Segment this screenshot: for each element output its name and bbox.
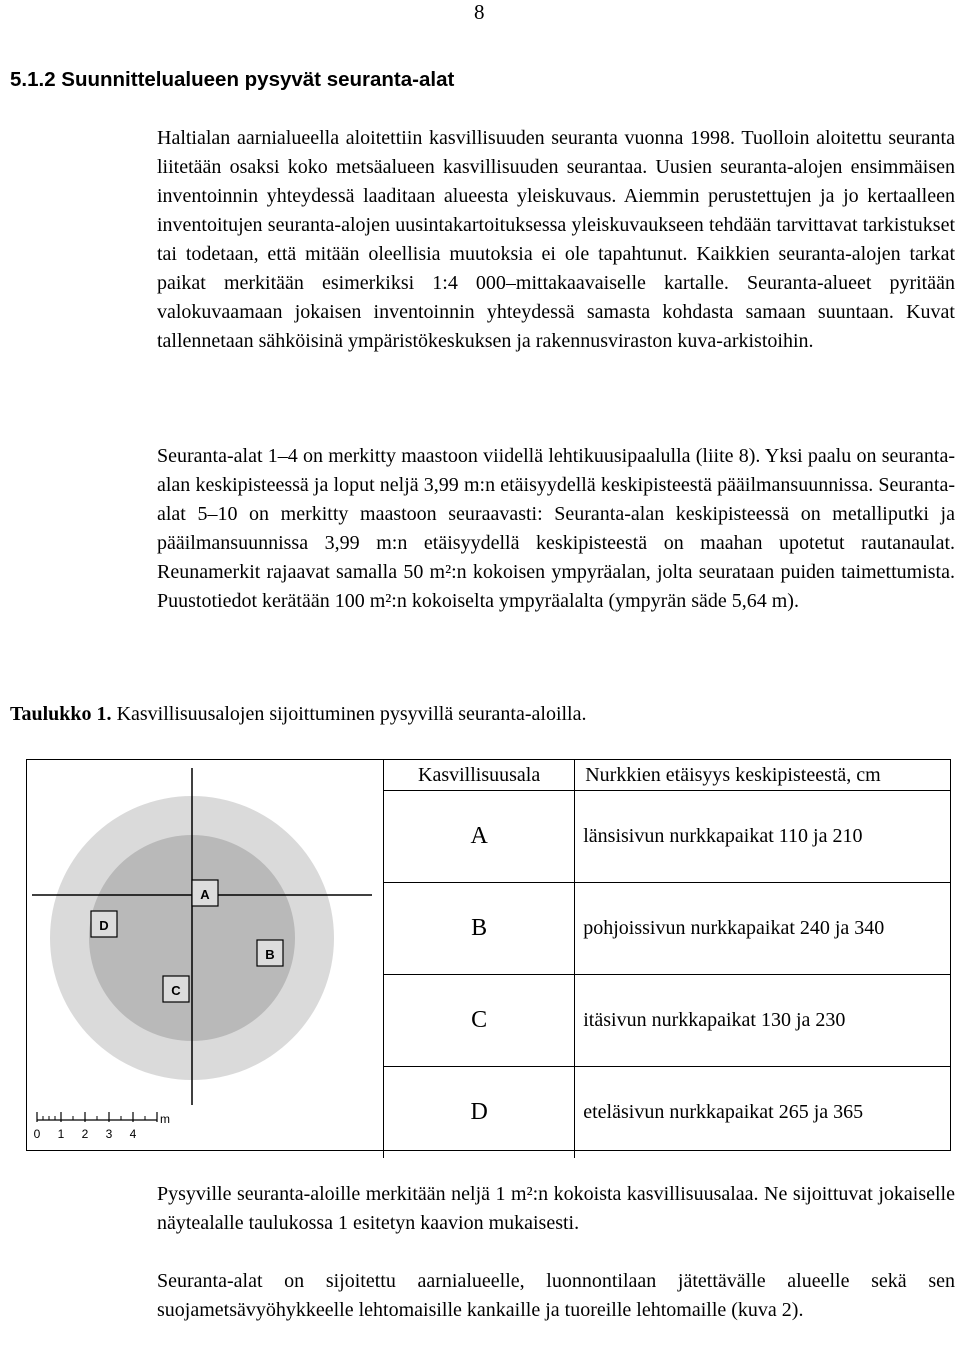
square-d-label: D xyxy=(99,918,109,933)
paragraph-vegetation-plots: Pysyville seuranta-aloille merkitään neljä 1 m²:n kokoista kasvillisuusalaa. Ne sijoittuvat jokaiselle näytealalle taulukossa 1 esitetyn kaavion mukaisesti. xyxy=(157,1183,955,1234)
table-row xyxy=(384,791,951,883)
square-c-label: C xyxy=(171,983,181,998)
table-caption xyxy=(10,703,586,726)
legend-table xyxy=(383,760,950,1158)
row-a-code: A xyxy=(384,791,575,883)
table-row xyxy=(384,883,951,975)
section-heading: 5.1.2 Suunnittelualueen pysyvät seuranta-alat xyxy=(10,68,455,91)
scale-tick-0: 0 xyxy=(33,1127,41,1141)
paragraph-plot-location: Seuranta-alat on sijoitettu aarnialueelle, luonnontilaan jätettävälle alueelle sekä sen suojametsävyöhykkeelle lehtomaisille kankaille ja tuoreille lehtomaille (kuva 2). xyxy=(157,1270,955,1321)
row-d-code: D xyxy=(384,1067,575,1159)
square-b-label: B xyxy=(265,947,275,962)
scale-tick-4: 4 xyxy=(129,1127,137,1141)
square-d xyxy=(91,911,117,937)
square-a-label: A xyxy=(200,887,210,902)
scale-tick-1: 1 xyxy=(57,1127,65,1141)
square-c xyxy=(163,976,189,1002)
paragraph-marking: Seuranta-alat 1–4 on merkitty maastoon viidellä lehtikuusipaalulla (liite 8). Yksi paalu on seuranta-alan keskipisteessä ja loput neljä 3,99 m:n etäisyydellä keskipisteestä pääilmansuunnissa. Seuranta-alat 5–10 on merkitty maastoon seuraavasti: Seuranta-alan keskipisteessä on metalliputki ja pääilmansuunnissa 3,99 m:n etäisyydellä keskipisteestä on maahan upotetut rautanaulat. Reunamerkit rajaavat samalla 50 m²:n kokoisen ympyräalan, jolta seurataan puiden taimettumista. Puustotiedot kerätään 100 m²:n kokoiselta ympyräalalta (ympyrän säde 5,64 m). xyxy=(157,445,955,612)
plot-layout-diagram xyxy=(27,760,383,1150)
paragraph-general-description: Haltialan aarnialueella aloitettiin kasvillisuuden seuranta vuonna 1998. Tuolloin aloitettu seuranta liitetään osaksi koko metsäalueen kasvillisuuden seurantaa. Uusien seuranta-alojen ensimmäisen inventoinnin yhteydessä laaditaan alueesta yleiskuvaus. Aiemmin perustettujen ja jo kertaalleen inventoitujen seuranta-alojen uusintakartoituksessa yleiskuvaukseen tehdään tarvittavat tarkistukset tai todetaan, että mitään oleellisia muutoksia ei ole tapahtunut. Kaikkien seuranta-alojen tarkat paikat merkitään esimerkiksi 1:4 000–mittakaavaiselle kartalle. Seuranta-alueet pyritään valokuvaamaan jokaisen inventoinnin yhteydessä samasta kohdasta samaan suuntaan. Kuvat tallennetaan sähköisinä ympäristökeskuksen ja rakennusviraston kuva-arkistoihin. xyxy=(157,127,955,352)
row-c-code: C xyxy=(384,975,575,1067)
table-row xyxy=(384,975,951,1067)
table-caption-text: Kasvillisuusalojen sijoittuminen pysyvillä seuranta-aloilla. xyxy=(116,703,587,725)
table-1 xyxy=(26,759,951,1151)
header-kasvillisuusala: Kasvillisuusala xyxy=(384,760,575,791)
header-distance: Nurkkien etäisyys keskipisteestä, cm xyxy=(575,760,950,791)
row-b-desc: pohjoissivun nurkkapaikat 240 ja 340 xyxy=(575,883,950,975)
row-b-code: B xyxy=(384,883,575,975)
table-row xyxy=(384,1067,951,1159)
scale-bar xyxy=(34,1112,170,1141)
square-a xyxy=(192,880,218,906)
scale-tick-2: 2 xyxy=(81,1127,89,1141)
scale-unit: m xyxy=(160,1112,170,1126)
scale-tick-3: 3 xyxy=(105,1127,113,1141)
row-c-desc: itäsivun nurkkapaikat 130 ja 230 xyxy=(575,975,950,1067)
table-header-row xyxy=(384,760,951,791)
table-caption-label: Taulukko 1. xyxy=(10,703,112,725)
square-b xyxy=(257,940,283,966)
row-a-desc: länsisivun nurkkapaikat 110 ja 210 xyxy=(575,791,950,883)
page-number: 8 xyxy=(474,0,485,24)
row-d-desc: eteläsivun nurkkapaikat 265 ja 365 xyxy=(583,1101,864,1123)
